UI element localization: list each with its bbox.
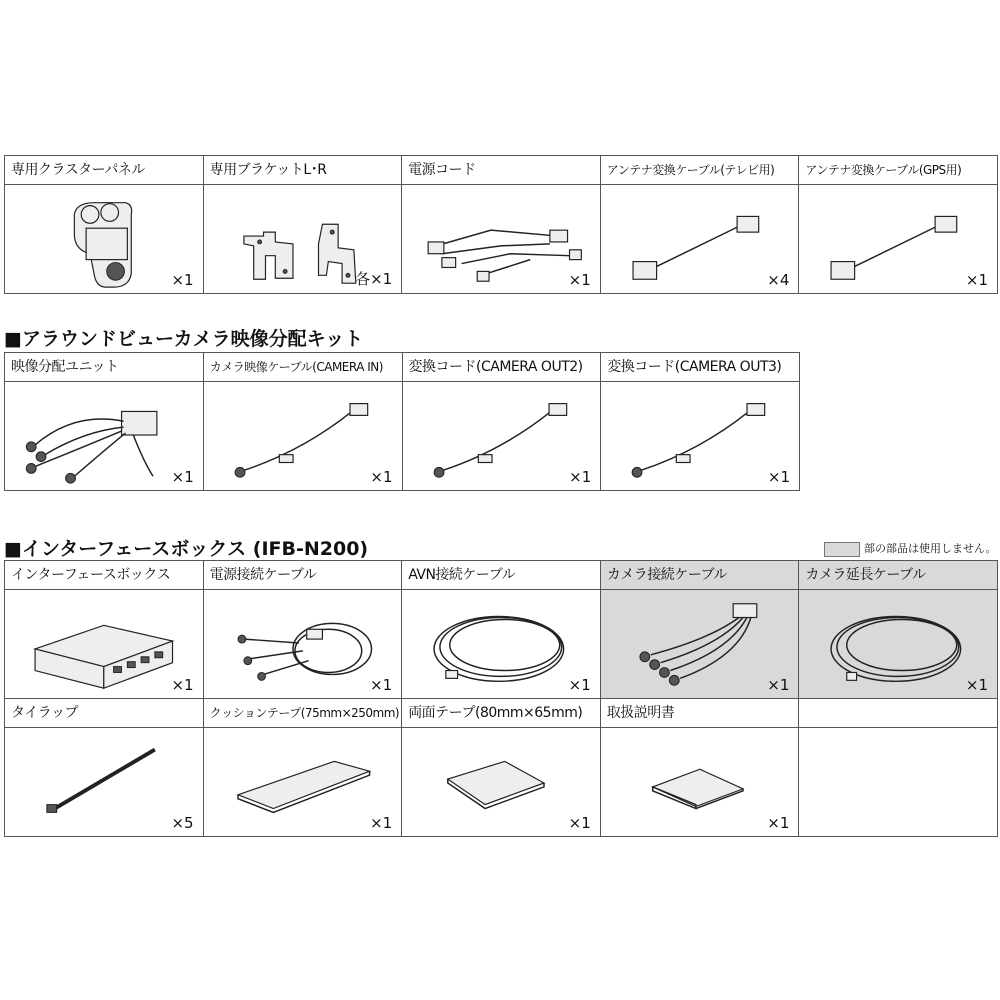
kit-table xyxy=(4,352,800,491)
quantity: ×1 xyxy=(370,468,393,486)
ifb-table xyxy=(4,560,998,837)
part-image-cell xyxy=(402,382,601,491)
part-image-cell xyxy=(600,590,799,699)
quantity: ×1 xyxy=(171,271,194,289)
part-image-cell xyxy=(600,185,799,294)
cell-label: 電源コード xyxy=(402,156,601,185)
quantity: ×4 xyxy=(767,271,790,289)
quantity: ×1 xyxy=(568,271,591,289)
part-image-cell xyxy=(203,185,402,294)
cell-label: 電源接続ケーブル xyxy=(203,561,402,590)
part-image-cell xyxy=(5,590,204,699)
parts-table xyxy=(4,155,998,294)
cell-label: 変換コード(CAMERA OUT3) xyxy=(601,353,800,382)
quantity: ×1 xyxy=(171,676,194,694)
cell-label: 専用クラスターパネル xyxy=(5,156,204,185)
cell-label: クッションテープ(75mm×250mm) xyxy=(203,699,402,728)
cell-label: カメラ延長ケーブル xyxy=(799,561,998,590)
part-image-cell xyxy=(5,185,204,294)
quantity: ×1 xyxy=(965,271,988,289)
quantity: ×1 xyxy=(767,468,790,486)
quantity: ×1 xyxy=(569,468,592,486)
legend xyxy=(824,540,997,557)
part-image-cell xyxy=(5,382,204,491)
cell-label: アンテナ変換ケーブル(GPS用) xyxy=(799,156,998,185)
quantity: 各×1 xyxy=(355,270,393,288)
cell-label: カメラ映像ケーブル(CAMERA IN) xyxy=(203,353,402,382)
section-title-kit: ■アラウンドビューカメラ映像分配キット xyxy=(4,328,364,350)
part-image-cell xyxy=(203,590,402,699)
legend-text: 部の部品は使用しません。 xyxy=(864,542,997,555)
part-image-cell xyxy=(203,382,402,491)
part-image-cell xyxy=(203,728,402,837)
quantity: ×1 xyxy=(171,468,194,486)
part-image-cell xyxy=(402,590,601,699)
empty-cell xyxy=(799,728,998,837)
part-image-cell xyxy=(799,185,998,294)
quantity: ×1 xyxy=(767,676,790,694)
part-image-cell xyxy=(600,728,799,837)
cell-label: AVN接続ケーブル xyxy=(402,561,601,590)
cell-label: インターフェースボックス xyxy=(5,561,204,590)
quantity: ×5 xyxy=(171,814,194,832)
quantity: ×1 xyxy=(568,814,591,832)
quantity: ×1 xyxy=(767,814,790,832)
cell-label: カメラ接続ケーブル xyxy=(600,561,799,590)
part-image-cell xyxy=(402,185,601,294)
part-image-cell xyxy=(601,382,800,491)
quantity: ×1 xyxy=(370,814,393,832)
legend-swatch xyxy=(824,542,860,557)
cell-label: アンテナ変換ケーブル(テレビ用) xyxy=(600,156,799,185)
cell-label: 両面テープ(80mm×65mm) xyxy=(402,699,601,728)
part-image-cell xyxy=(5,728,204,837)
cell-label: タイラップ xyxy=(5,699,204,728)
cell-label: 取扱説明書 xyxy=(600,699,799,728)
part-image-cell xyxy=(799,590,998,699)
cell-label: 変換コード(CAMERA OUT2) xyxy=(402,353,601,382)
quantity: ×1 xyxy=(370,676,393,694)
cell-label: 専用ブラケットL･R xyxy=(203,156,402,185)
section-title-ifb: ■インターフェースボックス (IFB-N200) xyxy=(4,538,369,560)
cell-label: 映像分配ユニット xyxy=(5,353,204,382)
quantity: ×1 xyxy=(965,676,988,694)
part-image-cell xyxy=(402,728,601,837)
quantity: ×1 xyxy=(568,676,591,694)
empty-cell xyxy=(799,699,998,728)
